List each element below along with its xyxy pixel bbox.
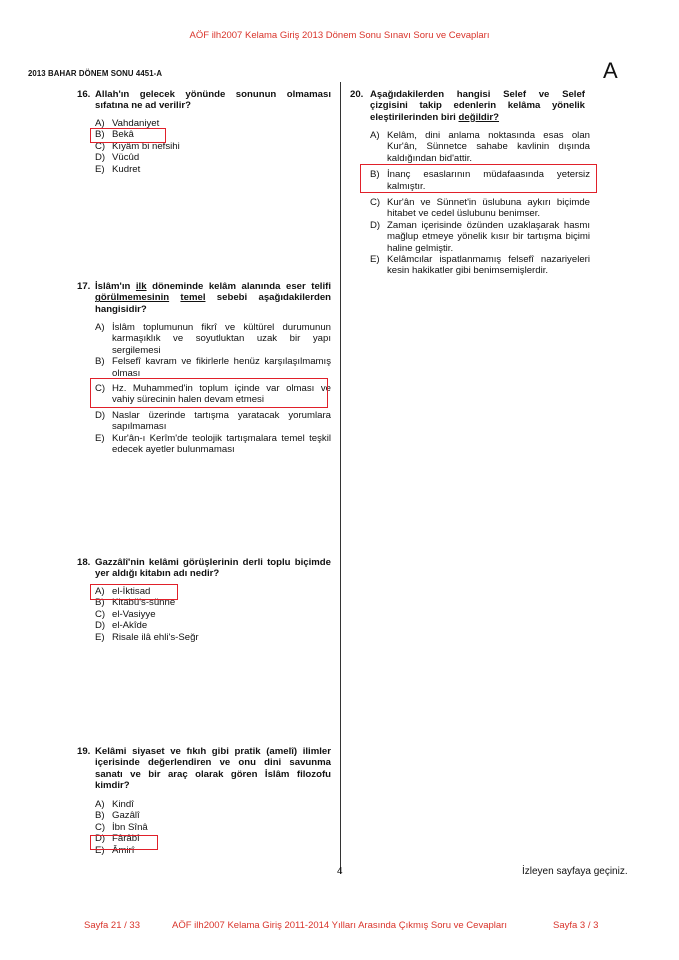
question-text <box>370 89 585 123</box>
option-text: Kıyâm bi nefsihi <box>112 140 180 152</box>
document-header-title: AÖF ilh2007 Kelama Giriş 2013 Dönem Sonu Sınavı Soru ve Cevapları <box>189 30 490 41</box>
option-text: el-Akîde <box>112 620 148 632</box>
page-number: 4 <box>337 866 343 877</box>
option-letter: B) <box>95 810 105 822</box>
option-d[interactable] <box>370 220 590 254</box>
option-letter: D) <box>95 833 106 845</box>
option-text: Kur'ân-ı Kerîm'de teolojik tartışmalara temel teşkil edecek ayetler bulunmaması <box>112 432 331 456</box>
answer-mark-q19 <box>90 835 158 850</box>
option-text: Zaman içerisinde özünden uzaklaşarak hasmı mağlup etmeye yönelik kısır bir tartışma biçimi haline gelmiştir. <box>387 219 590 254</box>
footer-page-right: Sayfa 3 / 3 <box>553 920 599 931</box>
option-e[interactable] <box>95 632 331 643</box>
option-letter: D) <box>95 620 106 632</box>
option-text: Naslar üzerinde tartışma yaratacak yorumlara sapılmaması <box>112 409 331 433</box>
question-17 <box>77 281 335 461</box>
option-letter: B) <box>95 356 105 368</box>
question-text: Allah'ın gelecek yönünde sonunun olmaması sıfatına ne ad verilir? <box>95 89 331 112</box>
option-letter: E) <box>95 844 105 856</box>
option-letter: D) <box>95 409 106 421</box>
option-letter: A) <box>95 322 105 333</box>
question-text-part: Aşağıdakilerden hangisi Selef ve Selef çizgisini takip edenlerin kelâma yönelik eleştirilerinden biri <box>370 89 585 123</box>
next-page-note: İzleyen sayfaya geçiniz. <box>522 866 628 877</box>
option-text: Kelâmcılar ispatlanmamış felsefî nazariyeleri kesin hakikatler gibi benimsemişlerdir. <box>387 254 590 277</box>
option-text: Âmirî <box>112 844 135 856</box>
answer-mark-q20 <box>360 164 597 193</box>
option-text: İnanç esaslarının müdafaasında yetersiz kalmıştır. <box>387 169 590 192</box>
option-text: İbn Sînâ <box>112 821 148 833</box>
answer-mark-q18 <box>90 584 178 600</box>
option-letter: C) <box>95 821 106 833</box>
option-letter: C) <box>95 140 106 152</box>
option-letter: D) <box>95 152 106 164</box>
option-letter: A) <box>370 130 380 141</box>
option-text: Kindî <box>112 799 134 810</box>
option-d[interactable] <box>95 152 331 163</box>
option-letter: C) <box>95 608 106 620</box>
question-18 <box>77 557 335 652</box>
option-list <box>95 118 331 175</box>
option-letter: C) <box>95 383 106 395</box>
option-text: Risale ilâ ehli's-Seğr <box>112 631 199 643</box>
question-text: Kelâmi siyaset ve fıkıh gibi pratik (amelî) ilimler içerisinde değerlendiren ve onu dini savunma sanatı ve bir araç olarak gören İslâm filozofu kimdir? <box>95 746 331 792</box>
option-text: el-İktisad <box>112 586 151 597</box>
answer-mark-q17 <box>90 378 328 408</box>
column-divider <box>340 82 341 874</box>
option-letter: E) <box>95 432 105 444</box>
option-letter: B) <box>95 597 105 609</box>
footer-page-left: Sayfa 21 / 33 <box>84 920 140 931</box>
exam-code: 2013 BAHAR DÖNEM SONU 4451-A <box>28 69 163 78</box>
option-text: Felsefî kavram ve fikirlerle henüz karşılaşılmamış olması <box>112 356 331 379</box>
option-text: Bekâ <box>112 129 134 141</box>
option-letter: B) <box>370 169 380 181</box>
option-d[interactable] <box>95 410 331 433</box>
question-text-part: İslâm'ın <box>95 281 131 292</box>
answer-mark-q16 <box>90 128 166 143</box>
option-text: el-Vasiyye <box>112 608 156 620</box>
underlined-word: görülmemesinin <box>95 292 170 304</box>
option-a[interactable] <box>95 322 331 356</box>
underlined-word: temel <box>180 292 206 304</box>
option-e[interactable] <box>95 164 331 175</box>
option-text: İslâm toplumunun fikrî ve kültürel durumunun karmaşıklık ve soyutluktan uzak bir yapı sergilemesi <box>112 322 331 356</box>
option-d[interactable] <box>95 620 331 631</box>
option-letter: A) <box>95 799 105 810</box>
option-letter: E) <box>370 254 380 266</box>
question-number: 17. <box>77 281 91 292</box>
question-text-part: sebebi aşağıdakilerden hangisidir? <box>95 292 332 315</box>
underlined-word: ilk <box>135 281 147 292</box>
option-text: Vücûd <box>112 152 140 164</box>
option-b[interactable] <box>95 810 331 821</box>
option-letter: D) <box>370 219 381 231</box>
option-text: Kur'ân ve Sünnet'in üslubuna aykırı biçimde hitabet ve cedel üslubunu benimser. <box>387 197 590 220</box>
option-text: Kelâm, dini anlama noktasında esas olan Kur'ân, Sünnetce sahabe kavlinin dışında kaldığından bid'attir. <box>387 130 590 164</box>
option-letter: B) <box>95 129 105 141</box>
option-c[interactable] <box>370 197 590 220</box>
option-c[interactable] <box>95 609 331 620</box>
footer-title: AÖF ilh2007 Kelama Giriş 2011-2014 Yılları Arasında Çıkmış Soru ve Cevapları <box>172 920 507 931</box>
option-letter: C) <box>370 197 381 209</box>
option-letter: E) <box>95 163 105 175</box>
booklet-letter: A <box>603 58 618 83</box>
question-text: Gazzâlî'nin kelâmi görüşlerinin derli toplu biçimde yer aldığı kitabın adı nedir? <box>95 557 331 580</box>
option-a[interactable] <box>95 799 331 810</box>
option-text: Gazâlî <box>112 810 140 822</box>
option-text: Vahdaniyet <box>112 118 160 129</box>
option-e[interactable] <box>370 254 590 277</box>
option-letter: A) <box>95 118 105 129</box>
option-text: Hz. Muhammed'in toplum içinde var olması ve vahiy sürecinin halen devam etmesi <box>112 383 331 406</box>
question-text-part: döneminde kelâm alanında eser telifi <box>152 281 332 292</box>
option-letter: A) <box>95 586 105 597</box>
option-e[interactable] <box>95 433 331 456</box>
option-list <box>370 130 590 277</box>
question-text <box>95 281 331 315</box>
option-c[interactable] <box>95 822 331 833</box>
option-a[interactable] <box>370 130 590 164</box>
question-number: 16. <box>77 89 91 100</box>
question-number: 18. <box>77 557 91 568</box>
option-text: Kudret <box>112 163 141 175</box>
option-text: Fârâbî <box>112 833 140 845</box>
option-letter: E) <box>95 631 105 643</box>
underlined-word: değildir? <box>458 111 500 123</box>
question-number: 20. <box>350 89 364 100</box>
question-number: 19. <box>77 746 91 757</box>
option-b[interactable] <box>95 356 331 379</box>
option-text: Kitabü's-sünne <box>112 597 176 609</box>
